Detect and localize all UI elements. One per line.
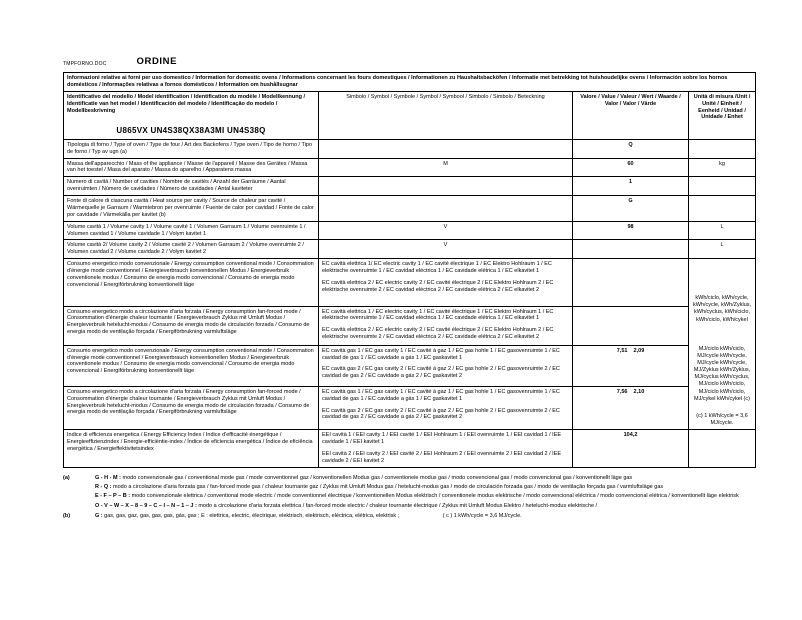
footnote-line [95, 493, 755, 500]
unit-kwh-cycle: kWh/ciclo, kWh/cycle, kWh/cycle, kWh/Zyklus, kWh/cyclus, kWh/ciclo, kWh/ciclo, kWh/cykel [692, 295, 752, 323]
table-row [64, 306, 756, 345]
table-row [64, 259, 756, 306]
spec-value: 60 [573, 158, 689, 177]
ec-gas-cavity-2: EC cavità gas 2 / EC gas cavity 2 / EC cavité à gaz 2 / EC gas hohle 2 / EC gasovenruimte 2 / EC cavidad de gas 2 / EC cavidade a gás 2 / EC gaskavitet 2 [322, 407, 560, 421]
oven-spec-table [63, 72, 756, 468]
spec-value: 7,51 2,09 [573, 345, 689, 386]
table-row [64, 221, 756, 240]
ec-gas-cavity-2: EC cavità gas 2 / EC gas cavity 2 / EC cavité à gaz 2 / EC gas hohle 2 / EC gasovenruimte 2 / EC cavidad de gas 2 / EC cavidade a gás 2 / EC gaskavitet 2 [322, 366, 560, 380]
ec-electric-cavity-1: EC cavità elettrica 1/ EC electric cavity 1 / EC cavité électrique 1 / EC Elektro Hohlraum 1 / EC elektrische ovenruimte 1 / EC cavidad eléctrica 1 / EC cavidade elétrica 1 / EC elkavitet 1 [322, 261, 552, 274]
spec-symbol-group [319, 259, 573, 306]
footnote-b-marker: (b) [63, 513, 71, 520]
table-row [64, 240, 756, 259]
eei-cavity-2: EEI cavità 2 / EEI cavity 2 / EEI cavité 2 / EEI Hohlraum 2 / EEI ovenruimte 2 / EEI cavidad 2 / IEE cavidade 2 / EEI kavitet 2 [322, 450, 562, 464]
model-id-cell [64, 91, 319, 139]
spec-unit [689, 177, 756, 196]
footnote-a-marker: (a) [63, 474, 70, 481]
document-content [63, 56, 755, 522]
spec-value [573, 259, 689, 306]
table-row [64, 139, 756, 158]
energy-units-cell [689, 259, 756, 430]
table-intro-text: Informazioni relative ai forni per uso domestico / Information for domestic ovens / Informations concernant les fours domestiques / Informationen zu Haushaltsbacköfen / Informatie met betrekking tot huishoudelijke ovens / Información sobre los hornos domésticos / Informações relativas a fornos domésticos / Information om hushållsugnar [64, 73, 756, 92]
spec-label-energy-fan-electric: Consumo energetico modo a circolazione d'aria forzata / Energy consumption fan-forced mode / Consommation d'énergie chaleur tournante / Energieverbrauch Zyklus mit Umluft Modus / Energieverbruik hetelucht-modus / Consumo de energia modo de circulación forzada / Consumo de energia modo de ventilação forçada / Energiförbrukning varmluftsläge [64, 306, 319, 345]
column-header-value: Valore / Value / Valeur / Wert / Waarde / Valor / Valor / Värde [573, 91, 689, 139]
footnote-line [95, 484, 755, 491]
spec-symbol: M [319, 158, 573, 177]
spec-label-eei: Indice di efficienza energetica / Energy Efficiency Index / Indice d'efficacité énergétique / Energieeffizienzindex / Energie-efficiëntie-index / Índice de eficiencia energética / Índice de eficiência energética / Energieffektivitetsindex [64, 430, 319, 468]
footnote-a [63, 475, 755, 513]
spec-symbol [319, 139, 573, 158]
table-row [64, 177, 756, 196]
unit-conversion-note: (c) 1 kWh/cycle = 3,6 MJ/cycle. [696, 412, 748, 426]
footnote-text: modo convenzionale elettrica / conventional mode electric / mode conventionnel électrique / konventionellen Modus elektrisch / conventionele modus elektrische / modo convencional eléctrica / modo convencional elétrica / konventionellt läge elektrisk [131, 493, 739, 500]
spec-symbol: V [319, 240, 573, 259]
spec-unit: kg [689, 158, 756, 177]
footnote-c-text: ( c ) 1 kWh/cycle = 3,6 MJ/cycle. [442, 513, 522, 520]
spec-unit: L [689, 221, 756, 240]
footnote-key: G - H - M : [95, 474, 121, 481]
spec-label-energy-fan-gas: Consumo energetico modo a circolazione d'aria forzata / Energy consumption fan-forced mode / Consommation d'énergie chaleur tournante / Energieverbrauch Zyklus mit Umluft Modus / Energieverbruik hetelucht-modus / Consumo de energia modo de circulación forzada / Consumo de energia modo de ventilação forçada / Energiförbrukning varmluftsläge [64, 386, 319, 429]
spec-symbol-group [319, 386, 573, 429]
spec-value: 104,2 [573, 430, 689, 468]
spec-value: 98 [573, 221, 689, 240]
table-row [64, 345, 756, 386]
footnote-line [95, 503, 755, 510]
spec-value: 7,56 2,10 [573, 386, 689, 429]
spec-unit [689, 196, 756, 222]
spec-label-volume-1: Volume cavità 1 / Volume cavity 1 / Volume cavité 1 / Volumen Garraum 1 / Volume ovenruimte 1 / Volumen cavidad 1 / Volume cavidade 1 / Volym kavitet 1 [64, 221, 319, 240]
spec-unit [689, 139, 756, 158]
column-header-unit: Unità di misura /Unit / Unité / Einheit / Eenheid / Unidad / Unidade / Enhet [689, 91, 756, 139]
spec-unit [689, 430, 756, 468]
footnote-line [95, 475, 755, 482]
spec-value: G [573, 196, 689, 222]
spec-symbol: V [319, 221, 573, 240]
spec-label-energy-conventional-gas: Consumo energetico modo convenzionale / Energy consumption conventional mode / Consommation d'énergie mode conventionnel / Energieverbrauch konventionellen Modus / Energieverbruik conventionele modus / Consumo de energia modo convencional / Consumo de energia modo convencional / Energiförbrukning konventionellt läge [64, 345, 319, 386]
model-number: U865VX UN4S38QX38A3MI UN4S38Q [116, 126, 266, 136]
table-row [64, 430, 756, 468]
spec-label-heat-source: Fonte di calore di ciascuna cavità / Heat source per cavity / Source de chaleur par cavité / Wärmequelle je Garraum / Warmtebron per ovenruimte / Fuente de calor por cavidad / Fonte de calor por cavidade / Värmekälla per kavitet (b) [64, 196, 319, 222]
ec-electric-cavity-2: EC cavità elettrica 2 / EC electric cavity 2 / EC cavité électrique 2 / EC Elektro Hohlraum 2 / EC elektrische ovenruimte 2 / EC cavidad eléctrica 2 / EC cavidade elétrica 2 / EC elkavitet 2 [322, 279, 554, 293]
footnote-a-body [95, 475, 755, 513]
footnote-b [63, 513, 755, 520]
ec-gas-cavity-1: EC cavità gas 1 / EC gas cavity 1 / EC cavité à gaz 1 / EC gas hohle 1 / EC gasovenruimte 1 / EC cavidad de gas 1 / EC cavidade a gás 1 / EC gaskavitet 1 [322, 388, 560, 402]
footnote-key: R - Q : [95, 484, 112, 491]
footnote-key: O - V – W – X – 8 – 9 – C – I – N – 1 – J : [95, 502, 197, 509]
spec-symbol [319, 196, 573, 222]
spec-label-energy-conventional-electric: Consumo energetico modo convenzionale / Energy consumption conventional mode / Consommation d'énergie mode conventionnel / Energieverbrauch konventionellen Modus / Energieverbruik conventionele modus / Consumo de energia modo convencional / Consumo de energia modo convencional / Energiförbrukning konventionellt läge [64, 259, 319, 306]
footnote-text: modo convenzionale gas / conventional mode gas / mode conventionnel gaz / konventionellen Modus gas / conventionele modus gas / modo convencional gas / modo convencional gas / konventionellt läge gas [122, 474, 633, 481]
spec-value: 1 [573, 177, 689, 196]
footnote-text: modo a circolazione d'aria forzata gas / fan-forced mode gas / chaleur tournante gaz / Zyklus mit Umluft Modus gas / hetelucht-modus gas / modo de circulación forzada gas / modo de ventilação forçada gas / varmluftsläge gas [113, 484, 664, 491]
footnote-b-body [95, 513, 755, 520]
table-row [64, 196, 756, 222]
ec-electric-cavity-1: EC cavità elettrica 1 / EC electric cavity 1 / EC cavité électrique 1 / EC Elektro Hohlraum 1 / EC elektrische ovenruimte 1 / EC cavidad eléctrica 1 / EC cavidade elétrica 1 / EC elkavitet 1 [322, 308, 554, 322]
eei-cavity-1: EEI cavità 1 / EEI cavity 1 / EEI cavité 1 / EEI Hohlraum 1 / EEI ovenruimte 1 / EEI cavidad 1 / IEE cavidade 1 / EEI kavitet 1 [322, 432, 562, 445]
table-row [64, 158, 756, 177]
ec-gas-cavity-1: EC cavità gas 1 / EC gas cavity 1 / EC cavité à gaz 1 / EC gas hohle 1 / EC gasovenruimte 1 / EC cavidad de gas 1 / EC cavidade a gás 1 / EC gaskavitet 1 [322, 347, 560, 361]
unit-mj-kwh-cycle: MJ/ciclo kWh/ciclo, MJ/cycle kWh/cycle, MJ/cycle kWh/cycle, MJ/Zyklus kWh/Zyklus, MJ/cyclus kWh/cyclus, MJ/ciclo kWh/ciclo, MJ/ciclo kWh/ciclo, MJ/cykel kWh/cykel (c) [693, 345, 751, 402]
footnote-key: E - F – P – B : [95, 493, 131, 500]
table-row [64, 386, 756, 429]
spec-label-volume-2: Volume cavità 2/ Volume cavity 2 / Volume cavité 2 / Volumen Garraum 2 / Volume ovenruimte 2 / Volumen cavidad 2 / Volume cavidade 2 / Volym kavitet 2 [64, 240, 319, 259]
ec-electric-cavity-2: EC cavità elettrica 2 / EC electric cavity 2 / EC cavité électrique 2 / EC Elektro Hohlraum 2 / EC elektrische ovenruimte 2 / EC cavidad eléctrica 2 / EC cavidade elétrica 2 / EC elkavitet 2 [322, 327, 554, 341]
doc-filename: TMPFORNO.DOC [63, 61, 107, 67]
spec-symbol-group [319, 306, 573, 345]
footnote-text: gas, gas, gaz, gas, gas, gas, gás, gas ; E : elettrica, electric, électrique, elektrisch, elektrisch, eléctrica, elétrica, elektrisk ; [104, 513, 400, 520]
spec-value [573, 240, 689, 259]
spec-label-cavities: Numero di cavità / Number of cavities / Nombre de cavités / Anzahl der Garräume / Aantal ovenruimten / Número de cavidades / Número de cavidades / Antal kaviteter [64, 177, 319, 196]
spec-value [573, 306, 689, 345]
footnote-text: modo a circolazione d'aria forzata elettrica / fan-forced mode electric / chaleur tournante électrique / Zyklus mit Umluft Modus Elektro / hetelucht-modus elektrische / [198, 502, 598, 509]
spec-label-mass: Massa dell'apparecchio / Mass of the appliance / Masse de l'appareil / Masse des Gerätes / Massa van het toestel / Masa del aparato / Massa do aparelho / Apparatens massa [64, 158, 319, 177]
page-title: ORDINE [136, 56, 178, 67]
spec-symbol-group [319, 345, 573, 386]
doc-header [63, 56, 755, 67]
spec-symbol [319, 177, 573, 196]
footnotes [63, 475, 755, 521]
model-id-header: Identificativo del modello / Model identification / Identification du modèle / Modellkennung / Identificatie van het model / Identificación del modelo / Identificação do modelo / Modellbeskrivning [67, 93, 306, 114]
spec-value: Q [573, 139, 689, 158]
spec-symbol-group [319, 430, 573, 468]
footnote-key: G : [95, 513, 103, 520]
spec-label-oven-type: Tipologia di forno / Type of oven / Type de four / Art des Backofens / Type oven / Tipo de horno / Tipo de forno / Typ av ugn (a) [64, 139, 319, 158]
column-header-symbol: Simbolo / Symbol / Symbole / Symbol / Symbool / Simbolo / Simbolo / Beteckning [319, 91, 573, 139]
spec-unit: L [689, 240, 756, 259]
